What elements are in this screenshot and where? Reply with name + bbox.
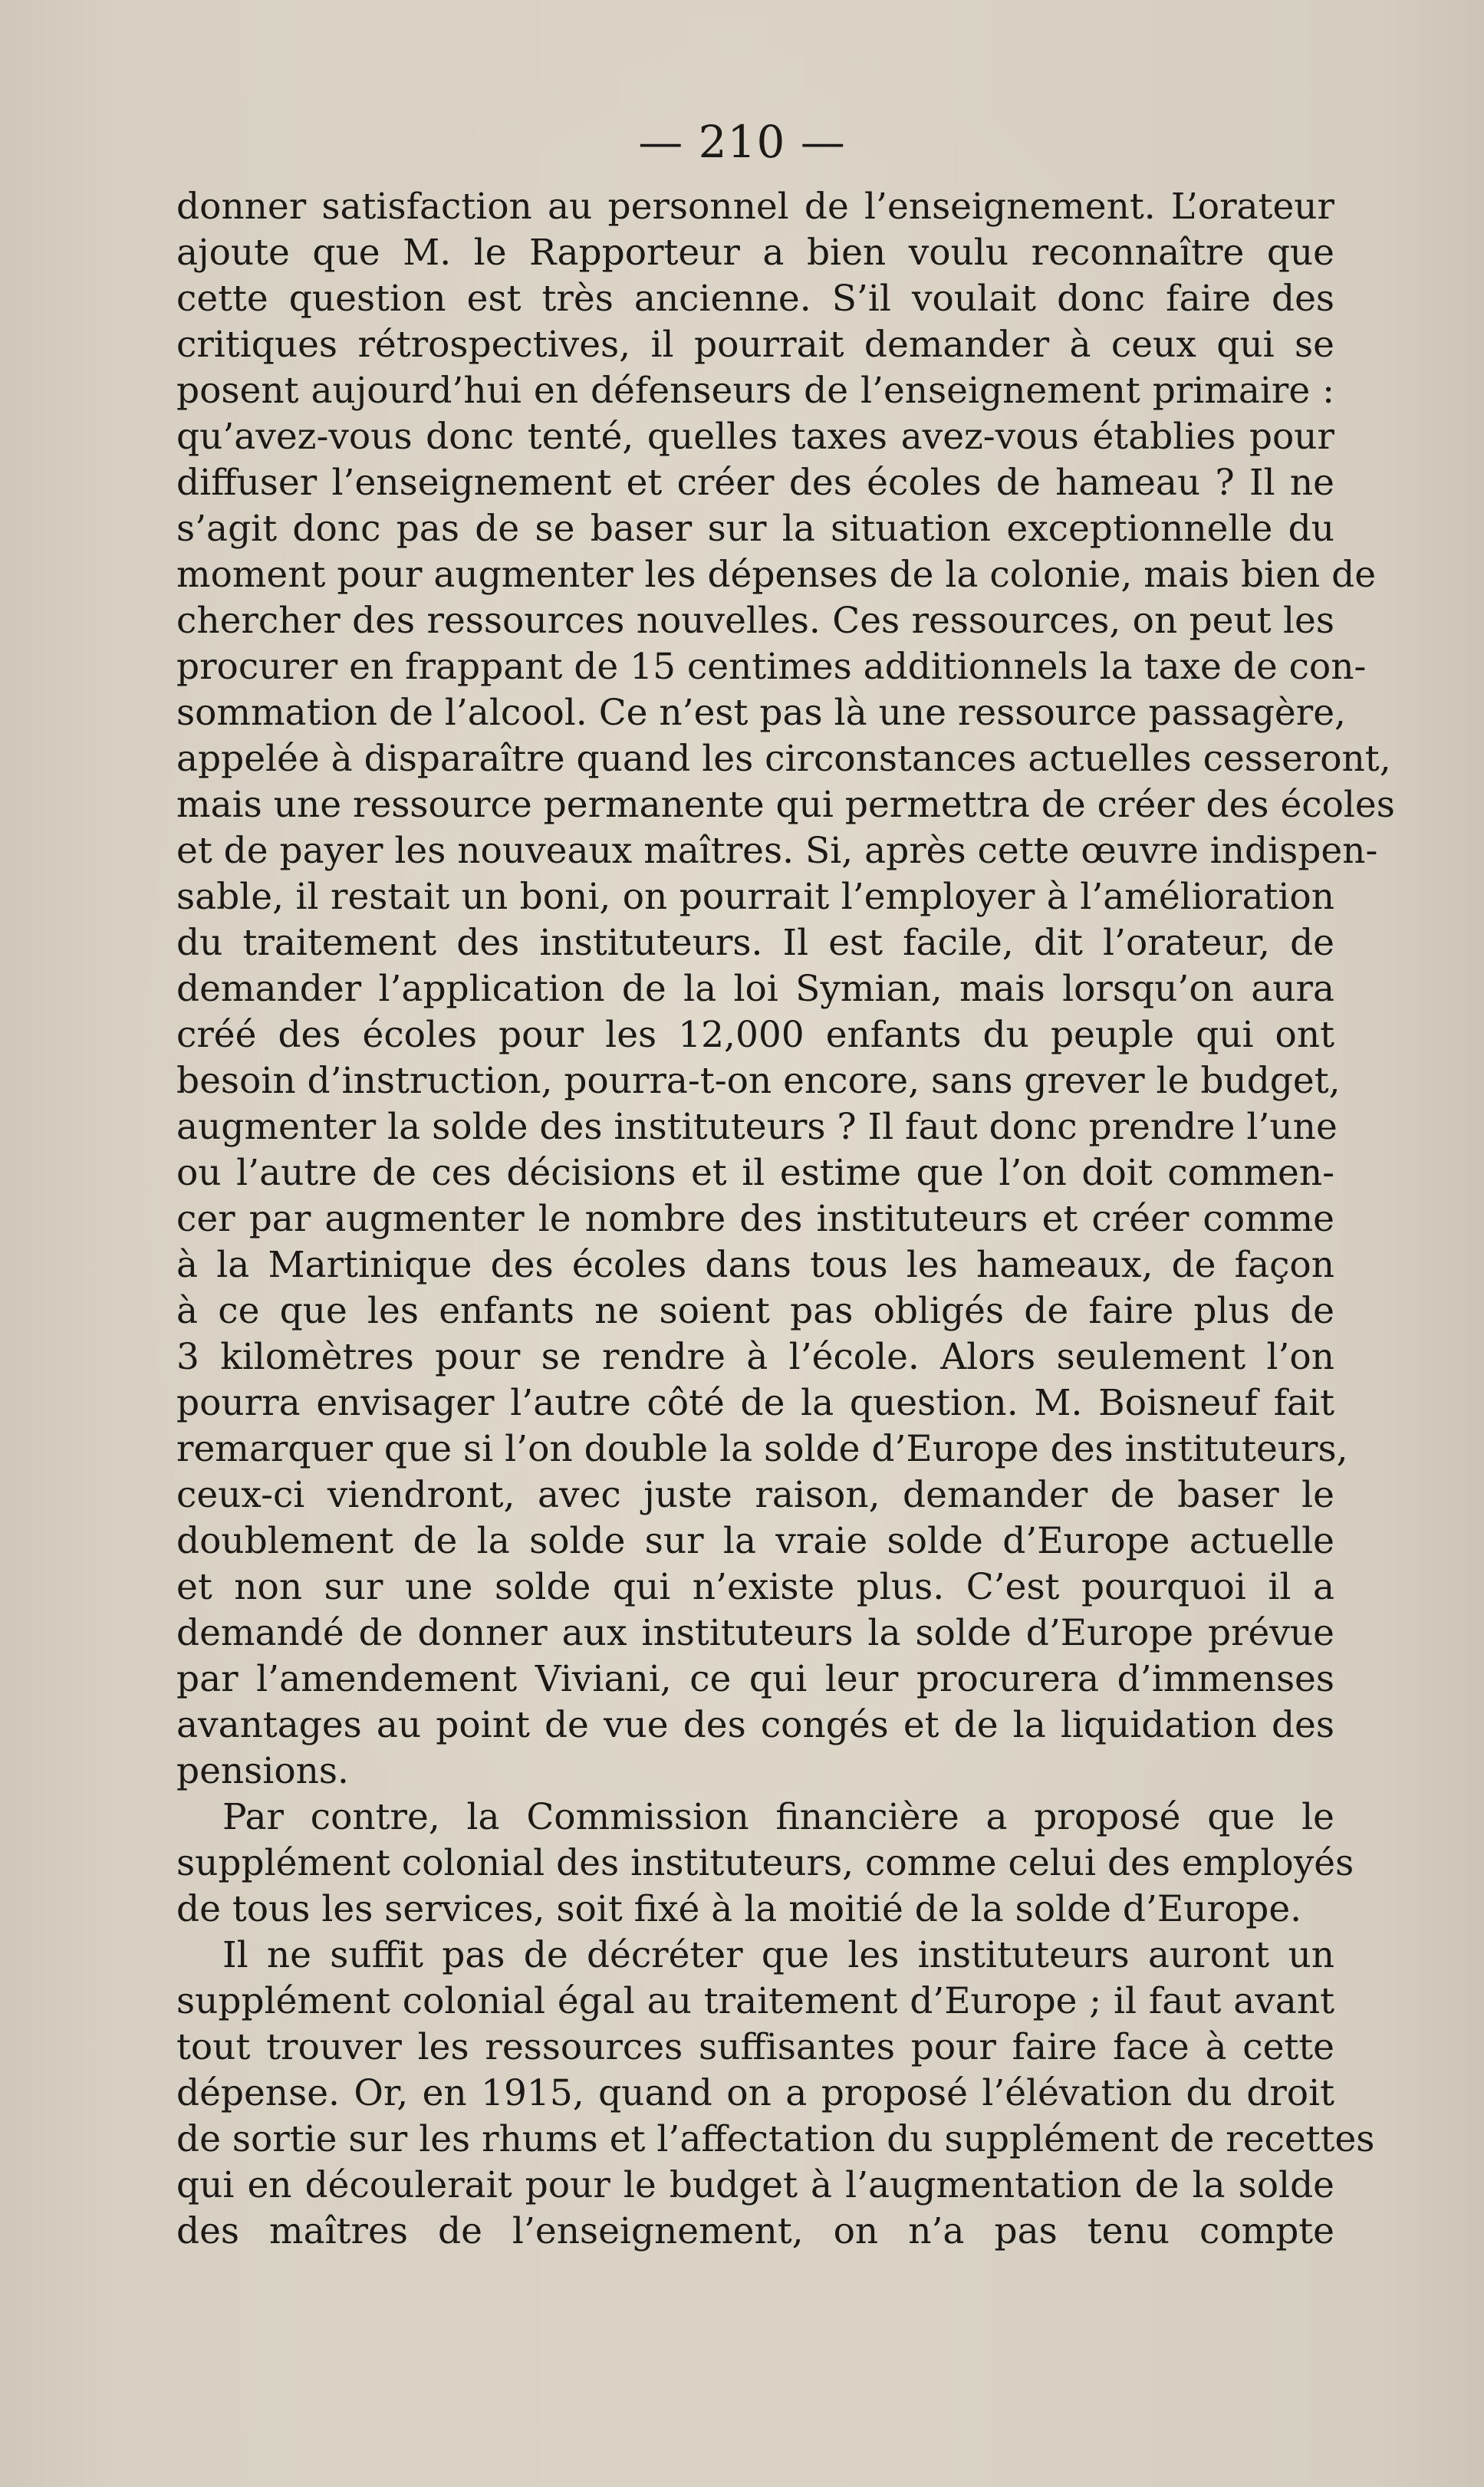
text-line: donner satisfaction au personnel de l’enseignement. L’orateur	[176, 186, 1334, 228]
text-line: sable, il restait un boni, on pourrait l’employer à l’amélioration	[176, 876, 1334, 918]
text-line: moment pour augmenter les dépenses de la colonie, mais bien de	[176, 554, 1377, 596]
text-line: et non sur une solde qui n’existe plus. C’est pourquoi il a	[176, 1566, 1334, 1608]
text-line: pourra envisager l’autre côté de la question. M. Boisneuf fait	[176, 1382, 1334, 1424]
text-line: appelée à disparaître quand les circonstances actuelles cesseront,	[176, 738, 1391, 780]
text-line: et de payer les nouveaux maîtres. Si, après cette œuvre indispen-	[176, 830, 1378, 872]
text-line: cer par augmenter le nombre des instituteurs et créer comme	[176, 1198, 1334, 1240]
text-line: diffuser l’enseignement et créer des écoles de hameau ? Il ne	[176, 462, 1334, 504]
text-line: sommation de l’alcool. Ce n’est pas là une ressource passagère,	[176, 692, 1346, 734]
text-line: 3 kilomètres pour se rendre à l’école. Alors seulement l’on	[176, 1336, 1334, 1378]
text-line: créé des écoles pour les 12,000 enfants du peuple qui ont	[176, 1014, 1334, 1056]
text-line: augmenter la solde des instituteurs ? Il faut donc prendre l’une	[176, 1106, 1338, 1148]
paragraph	[176, 1795, 1354, 1933]
text-line: par l’amendement Viviani, ce qui leur procurera d’immenses	[176, 1658, 1334, 1700]
text-line: ou l’autre de ces décisions et il estime que l’on doit commen-	[176, 1152, 1334, 1194]
paragraph	[176, 184, 1395, 1795]
text-line: du traitement des instituteurs. Il est facile, dit l’orateur, de	[176, 922, 1334, 964]
text-line: critiques rétrospectives, il pourrait demander à ceux qui se	[176, 324, 1334, 366]
text-line: à ce que les enfants ne soient pas obligés de faire plus de	[176, 1290, 1334, 1332]
text-line: supplément colonial égal au traitement d’Europe ; il faut avant	[176, 1980, 1334, 2022]
text-line: de sortie sur les rhums et l’affectation du supplément de recettes	[176, 2118, 1375, 2160]
text-line: doublement de la solde sur la vraie solde d’Europe actuelle	[176, 1520, 1334, 1562]
text-line: demander l’application de la loi Symian, mais lorsqu’on aura	[176, 968, 1334, 1010]
text-line: chercher des ressources nouvelles. Ces ressources, on peut les	[176, 600, 1334, 642]
text-line: qu’avez-vous donc tenté, quelles taxes avez-vous établies pour	[176, 416, 1334, 458]
text-line: mais une ressource permanente qui permettra de créer des écoles	[176, 784, 1395, 826]
text-line: pensions.	[176, 1750, 349, 1792]
text-line: ceux-ci viendront, avec juste raison, demander de baser le	[176, 1474, 1334, 1516]
text-line: ajoute que M. le Rapporteur a bien voulu reconnaître que	[176, 232, 1334, 274]
paragraph	[176, 1933, 1375, 2255]
text-line: procurer en frappant de 15 centimes additionnels la taxe de con-	[176, 646, 1367, 688]
text-line: qui en découlerait pour le budget à l’augmentation de la solde	[176, 2164, 1334, 2206]
text-line: à la Martinique des écoles dans tous les hameaux, de façon	[176, 1244, 1334, 1286]
text-line: de tous les services, soit fixé à la moitié de la solde d’Europe.	[176, 1888, 1302, 1930]
text-line: des maîtres de l’enseignement, on n’a pas tenu compte	[176, 2210, 1334, 2252]
text-line: Par contre, la Commission financière a proposé que le	[222, 1796, 1334, 1838]
text-line: remarquer que si l’on double la solde d’Europe des instituteurs,	[176, 1428, 1348, 1470]
text-line: supplément colonial des instituteurs, comme celui des employés	[176, 1842, 1354, 1884]
text-line: demandé de donner aux instituteurs la solde d’Europe prévue	[176, 1612, 1334, 1654]
page-number: — 210 —	[638, 116, 846, 168]
text-line: besoin d’instruction, pourra-t-on encore, sans grever le budget,	[176, 1060, 1341, 1102]
text-line: cette question est très ancienne. S’il voulait donc faire des	[176, 278, 1334, 320]
text-line: Il ne suffit pas de décréter que les instituteurs auront un	[222, 1934, 1334, 1976]
text-line: tout trouver les ressources suffisantes pour faire face à cette	[176, 2026, 1334, 2068]
text-line: posent aujourd’hui en défenseurs de l’enseignement primaire :	[176, 370, 1334, 412]
body-text	[176, 184, 1395, 2255]
text-line: avantages au point de vue des congés et de la liquidation des	[176, 1704, 1334, 1746]
text-line: dépense. Or, en 1915, quand on a proposé l’élévation du droit	[176, 2072, 1334, 2114]
text-line: s’agit donc pas de se baser sur la situation exceptionnelle du	[176, 508, 1334, 550]
